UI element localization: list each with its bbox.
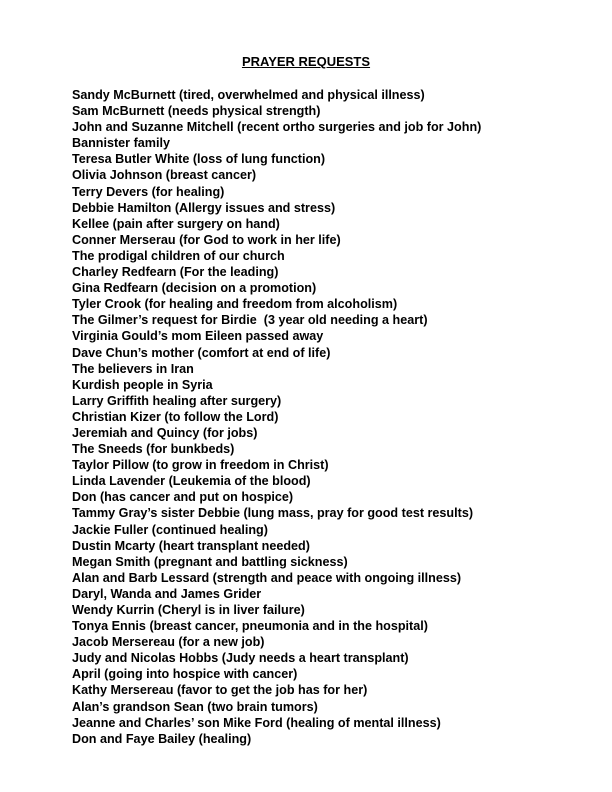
prayer-request-item: Wendy Kurrin (Cheryl is in liver failure): [72, 603, 305, 617]
prayer-request-item: Don (has cancer and put on hospice): [72, 490, 294, 505]
prayer-request-item: Virginia Gould’s mom Eileen passed away: [72, 329, 324, 344]
prayer-request-item: Olivia Johnson (breast cancer): [72, 168, 257, 183]
prayer-request-item: Kellee (pain after surgery on hand): [72, 216, 280, 231]
prayer-request-item: Teresa Butler White (loss of lung function): [72, 152, 326, 167]
prayer-request-item: Jacob Mersereau (for a new job): [72, 635, 265, 650]
prayer-request-item: Daryl, Wanda and James Grider: [72, 586, 262, 601]
prayer-request-item: Don and Faye Bailey (healing): [72, 731, 252, 746]
prayer-request-item: Tammy Gray’s sister Debbie (lung mass, pray for good test results): [72, 506, 474, 521]
prayer-request-item: April (going into hospice with cancer): [72, 667, 298, 682]
prayer-request-item: Linda Lavender (Leukemia of the blood): [72, 474, 311, 489]
prayer-request-item: Jeremiah and Quincy (for jobs): [72, 425, 258, 440]
prayer-request-item: Dustin Mcarty (heart transplant needed): [72, 538, 310, 553]
prayer-request-item: Conner Merserau (for God to work in her life): [72, 232, 341, 247]
prayer-request-item: Judy and Nicolas Hobbs (Judy needs a heart transplant): [72, 651, 409, 666]
prayer-request-item: Kurdish people in Syria: [72, 377, 213, 392]
prayer-request-item: Debbie Hamilton (Allergy issues and stress): [72, 200, 336, 215]
prayer-request-item: Tonya Ennis (breast cancer, pneumonia and in the hospital): [72, 619, 428, 634]
prayer-request-item: Charley Redfearn (For the leading): [72, 265, 279, 280]
prayer-request-item: The prodigal children of our church: [72, 248, 285, 263]
prayer-request-item: The believers in Iran: [72, 361, 194, 376]
prayer-request-item: Jeanne and Charles’ son Mike Ford (healing of mental illness): [72, 715, 441, 730]
prayer-request-item: Jackie Fuller (continued healing): [72, 522, 268, 537]
prayer-request-item: Bannister family: [72, 136, 170, 151]
prayer-request-item: Alan’s grandson Sean (two brain tumors): [72, 699, 318, 714]
prayer-request-item: Dave Chun’s mother (comfort at end of life): [72, 345, 331, 360]
prayer-request-item: Sandy McBurnett (tired, overwhelmed and physical illness): [72, 88, 425, 102]
prayer-request-item: Megan Smith (pregnant and battling sickness): [72, 554, 348, 569]
prayer-request-item: Kathy Mersereau (favor to get the job has for her): [72, 683, 368, 698]
prayer-request-item: Sam McBurnett (needs physical strength): [72, 104, 321, 119]
prayer-request-item: Christian Kizer (to follow the Lord): [72, 409, 279, 424]
prayer-request-item: Gina Redfearn (decision on a promotion): [72, 281, 317, 296]
prayer-request-item: Terry Devers (for healing): [72, 184, 225, 199]
prayer-request-item: Tyler Crook (for healing and freedom from alcoholism): [72, 297, 398, 312]
prayer-request-item: The Sneeds (for bunkbeds): [72, 442, 235, 457]
prayer-request-item: Larry Griffith healing after surgery): [72, 393, 282, 408]
page-title: PRAYER REQUESTS: [241, 54, 371, 69]
prayer-request-item: The Gilmer’s request for Birdie (3 year old needing a heart): [72, 313, 428, 328]
prayer-request-item: John and Suzanne Mitchell (recent ortho surgeries and job for John): [72, 120, 482, 135]
prayer-request-item: Taylor Pillow (to grow in freedom in Christ): [72, 458, 329, 473]
prayer-request-item: Alan and Barb Lessard (strength and peace with ongoing illness): [72, 570, 462, 585]
prayer-request-list: [72, 87, 481, 747]
